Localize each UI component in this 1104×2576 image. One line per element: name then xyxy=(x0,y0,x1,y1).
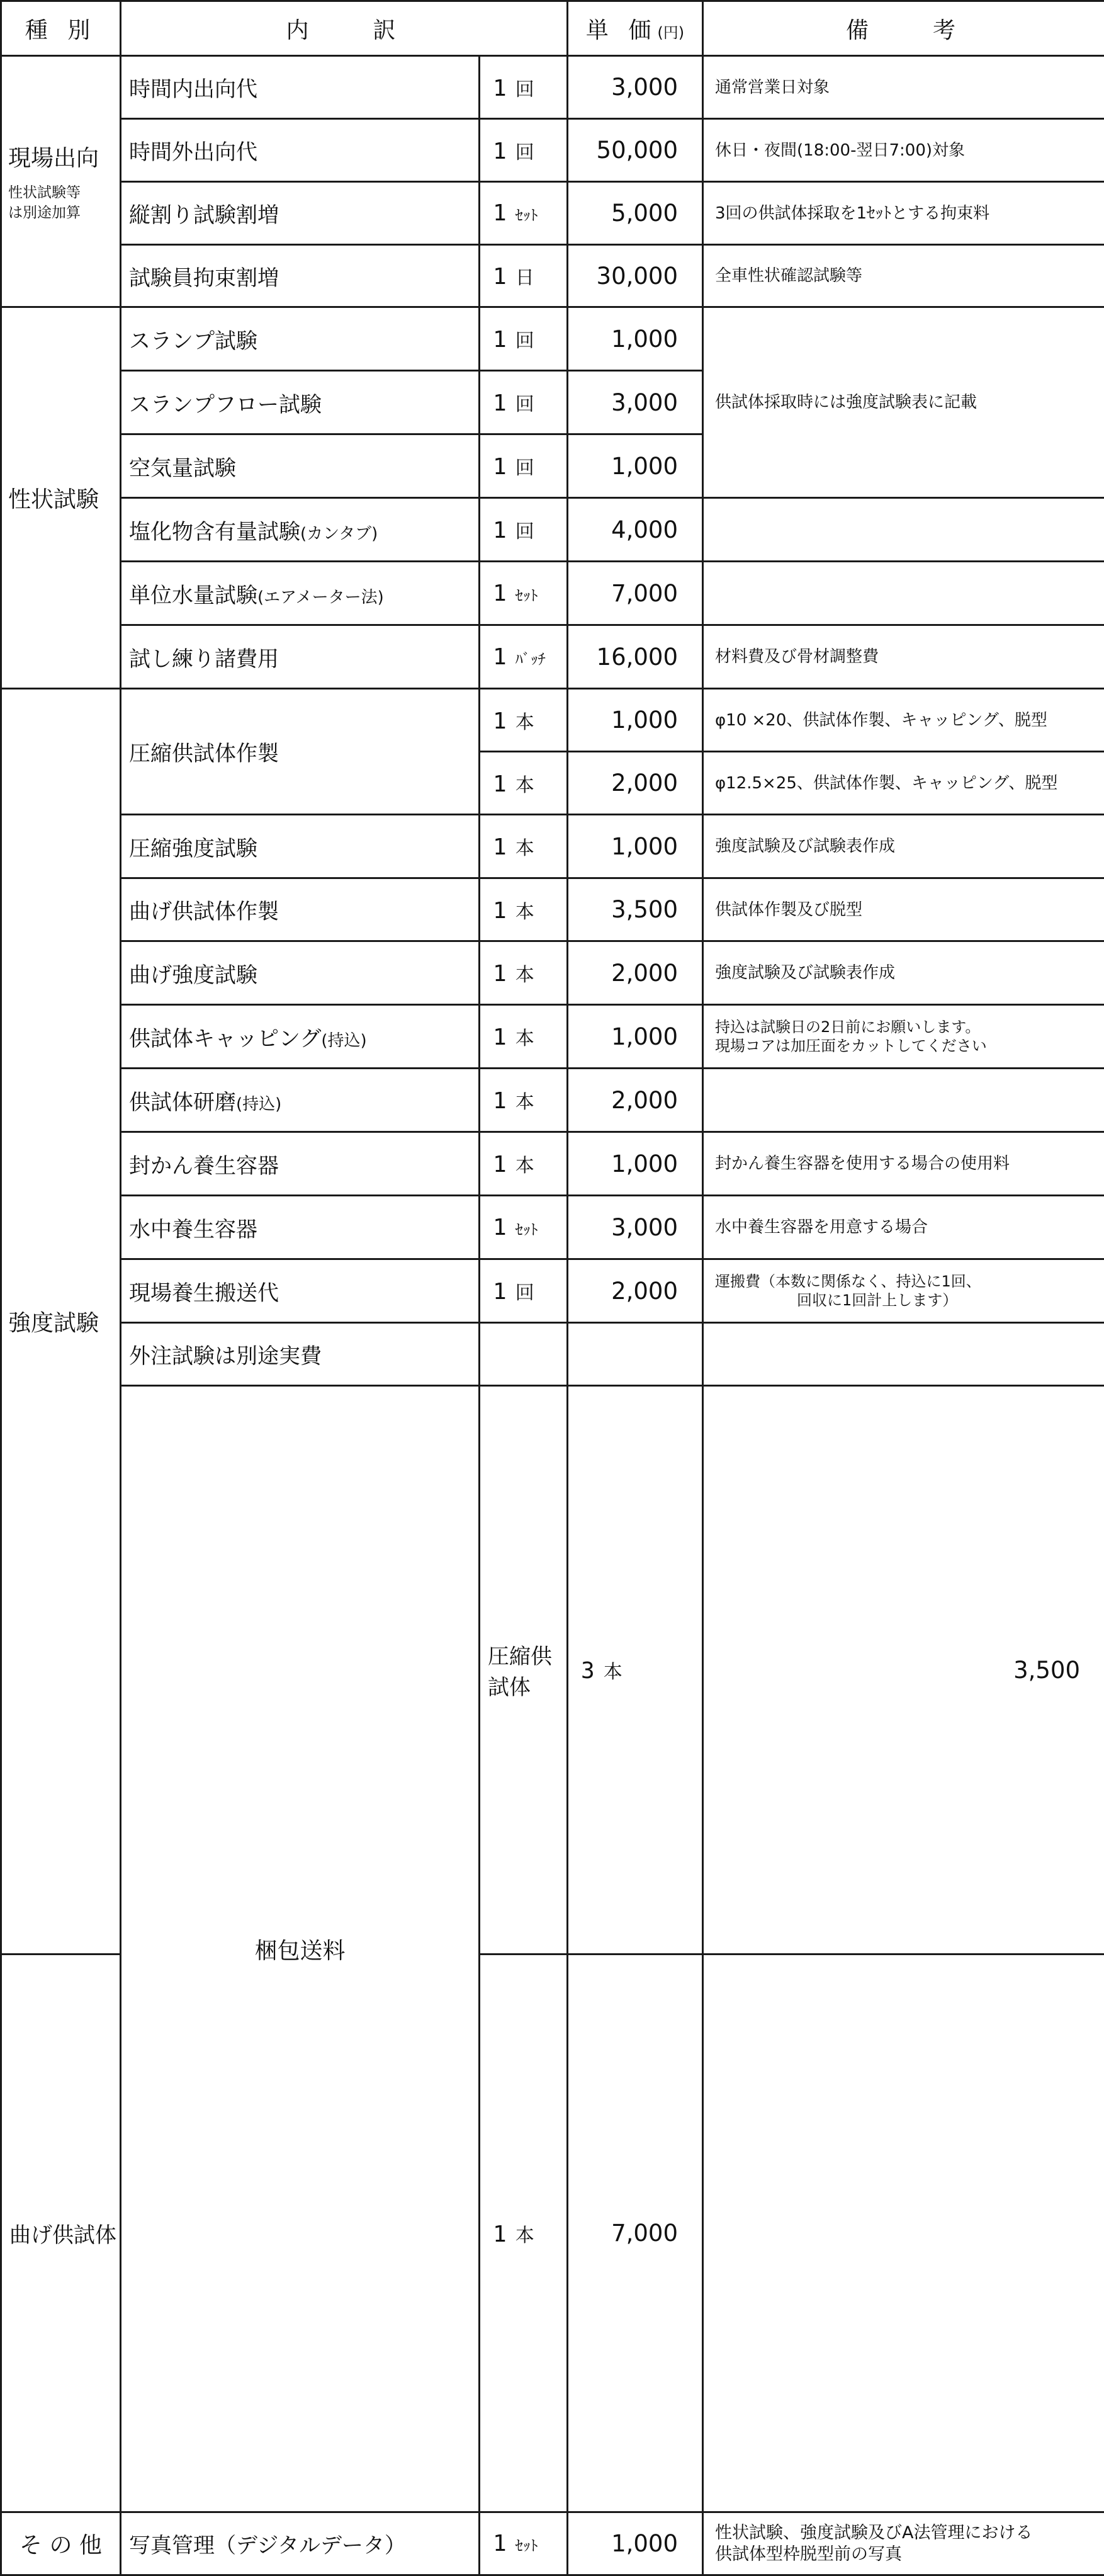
item-price: 1,000 xyxy=(568,434,703,498)
table-row xyxy=(1,1196,1104,1259)
item-name: 曲げ供試体 xyxy=(1,1955,121,2512)
table-row xyxy=(1,562,1104,625)
qty-unit: 回 xyxy=(515,79,534,101)
table-row xyxy=(1,878,1104,941)
item-name: 曲げ供試体作製 xyxy=(121,878,480,941)
item-quantity xyxy=(480,1069,568,1132)
qty-number: 1 xyxy=(493,771,507,797)
item-note: 供試体作製及び脱型 xyxy=(703,878,1104,941)
item-quantity xyxy=(480,625,568,689)
item-quantity xyxy=(480,56,568,119)
item-note: 強度試験及び試験表作成 xyxy=(703,941,1104,1005)
item-price: 1,000 xyxy=(568,307,703,371)
item-price: 3,500 xyxy=(703,1386,1104,1955)
merged-note: 供試体採取時には強度試験表に記載 xyxy=(703,307,1104,498)
item-price: 3,500 xyxy=(568,878,703,941)
item-name: 時間外出向代 xyxy=(121,119,480,182)
table-row xyxy=(1,245,1104,307)
item-note: φ10 ×20、供試体作製、キャッピング、脱型 xyxy=(703,689,1104,752)
table-row xyxy=(1,119,1104,182)
header-row xyxy=(1,1,1104,56)
table-row xyxy=(1,1132,1104,1196)
item-note-line-2: 回収に1回計上します） xyxy=(715,1291,1104,1310)
item-name: 写真管理（デジタルデータ） xyxy=(121,2512,480,2575)
qty-number: 1 xyxy=(493,898,507,924)
item-quantity xyxy=(568,1386,703,1955)
item-quantity xyxy=(480,307,568,371)
item-name-text: 単位水量試験 xyxy=(129,583,257,608)
item-price: 7,000 xyxy=(568,562,703,625)
qty-unit: 本 xyxy=(515,775,534,797)
item-note: 全車性状確認試験等 xyxy=(703,245,1104,307)
table-row xyxy=(1,2512,1104,2575)
table-row xyxy=(1,1259,1104,1323)
table-row xyxy=(1,625,1104,689)
item-note: φ12.5×25、供試体作製、キャッピング、脱型 xyxy=(703,752,1104,815)
qty-unit: 回 xyxy=(515,457,534,479)
item-note: 材料費及び骨材調整費 xyxy=(703,625,1104,689)
item-note xyxy=(703,1069,1104,1132)
qty-number: 1 xyxy=(493,961,507,987)
qty-number: 1 xyxy=(493,76,507,101)
item-name: 時間内出向代 xyxy=(121,56,480,119)
qty-unit: 回 xyxy=(515,330,534,352)
category-site-subnote-2: は別途加算 xyxy=(8,203,120,223)
qty-number: 1 xyxy=(493,644,507,670)
item-name-suffix: (持込) xyxy=(236,1095,281,1114)
category-other: そ の 他 xyxy=(1,2512,121,2575)
qty-unit: 回 xyxy=(515,521,534,543)
category-site-label: 現場出向 xyxy=(8,145,99,171)
item-note: 通常営業日対象 xyxy=(703,56,1104,119)
item-name: 外注試験は別途実費 xyxy=(121,1323,480,1386)
item-price: 1,000 xyxy=(568,689,703,752)
header-breakdown: 内 訳 xyxy=(121,1,568,56)
item-price: 2,000 xyxy=(568,1259,703,1323)
qty-unit: 回 xyxy=(515,394,534,416)
item-name-text: 供試体キャッピング xyxy=(129,1026,321,1052)
qty-number: 1 xyxy=(493,708,507,734)
qty-number: 1 xyxy=(493,2531,507,2556)
item-note xyxy=(703,2512,1104,2575)
item-quantity xyxy=(480,941,568,1005)
item-note xyxy=(703,498,1104,562)
qty-unit: 回 xyxy=(515,142,534,164)
qty-unit: ｾｯﾄ xyxy=(515,1221,538,1239)
category-site xyxy=(1,56,121,307)
qty-number: 1 xyxy=(493,327,507,353)
item-quantity xyxy=(480,1259,568,1323)
item-quantity xyxy=(480,562,568,625)
item-quantity xyxy=(480,752,568,815)
header-unit-price-suffix: (円) xyxy=(657,24,684,42)
item-price: 1,000 xyxy=(568,815,703,878)
category-site-subnote-1: 性状試験等 xyxy=(8,183,120,203)
item-name: 圧縮強度試験 xyxy=(121,815,480,878)
item-name: 曲げ強度試験 xyxy=(121,941,480,1005)
qty-unit: 本 xyxy=(515,712,534,734)
table-row xyxy=(1,498,1104,562)
item-price: 1,000 xyxy=(568,2512,703,2575)
item-name xyxy=(121,1005,480,1069)
qty-unit: 本 xyxy=(604,1661,622,1683)
qty-unit: 本 xyxy=(515,2225,534,2247)
item-price: 30,000 xyxy=(568,245,703,307)
item-name: 試験員拘束割増 xyxy=(121,245,480,307)
item-note: 水中養生容器を用意する場合 xyxy=(703,1196,1104,1259)
qty-number: 1 xyxy=(493,1024,507,1050)
header-unit-price xyxy=(568,1,703,56)
item-price: 2,000 xyxy=(568,941,703,1005)
item-quantity xyxy=(480,182,568,245)
item-note: 3回の供試体採取を1ｾｯﾄとする拘束料 xyxy=(703,182,1104,245)
item-quantity xyxy=(480,2512,568,2575)
item-quantity xyxy=(480,1005,568,1069)
item-name-text: 塩化物含有量試験 xyxy=(129,519,300,545)
qty-number: 1 xyxy=(493,2221,507,2247)
qty-number: 1 xyxy=(493,581,507,606)
item-note-line-2: 現場コアは加圧面をカットしてください xyxy=(715,1036,1104,1055)
item-note-line-1: 持込は試験日の2日前にお願いします。 xyxy=(715,1018,1104,1036)
qty-number: 1 xyxy=(493,264,507,290)
item-price: 1,000 xyxy=(568,1005,703,1069)
qty-number: 1 xyxy=(493,834,507,860)
item-price: 4,000 xyxy=(568,498,703,562)
qty-unit: 本 xyxy=(515,837,534,860)
item-price: 16,000 xyxy=(568,625,703,689)
qty-number: 1 xyxy=(493,518,507,543)
item-quantity xyxy=(480,878,568,941)
item-price: 2,000 xyxy=(568,752,703,815)
qty-unit: ｾｯﾄ xyxy=(515,207,538,224)
item-note: 強度試験及び試験表作成 xyxy=(703,815,1104,878)
item-note-line-1: 運搬費（本数に関係なく、持込に1回、 xyxy=(715,1272,1104,1291)
item-price: 2,000 xyxy=(568,1069,703,1132)
item-quantity xyxy=(480,434,568,498)
item-price: 3,000 xyxy=(568,371,703,434)
qty-number: 3 xyxy=(581,1658,595,1684)
item-price xyxy=(568,1323,703,1386)
item-name-suffix: (持込) xyxy=(321,1031,366,1050)
item-price: 5,000 xyxy=(568,182,703,245)
header-unit-price-label: 単 価 xyxy=(586,18,657,43)
qty-unit: ｾｯﾄ xyxy=(515,587,538,604)
qty-number: 1 xyxy=(493,139,507,164)
item-price: 50,000 xyxy=(568,119,703,182)
qty-unit: 本 xyxy=(515,1155,534,1177)
item-note xyxy=(703,1005,1104,1069)
qty-unit: 本 xyxy=(515,964,534,986)
item-quantity xyxy=(480,119,568,182)
item-name: 空気量試験 xyxy=(121,434,480,498)
item-note: 封かん養生容器を使用する場合の使用料 xyxy=(703,1132,1104,1196)
item-quantity xyxy=(480,1323,568,1386)
item-note xyxy=(703,1259,1104,1323)
qty-number: 1 xyxy=(493,390,507,416)
category-packing: 梱包送料 xyxy=(121,1386,480,2512)
table-row xyxy=(1,1323,1104,1386)
item-name: スランプ試験 xyxy=(121,307,480,371)
item-name xyxy=(121,1069,480,1132)
item-quantity xyxy=(480,689,568,752)
table-row xyxy=(1,941,1104,1005)
item-price: 7,000 xyxy=(568,1955,703,2512)
item-price: 3,000 xyxy=(568,56,703,119)
category-property: 性状試験 xyxy=(1,307,121,689)
table-row xyxy=(1,1069,1104,1132)
qty-unit: 日 xyxy=(515,267,534,289)
item-note-line-1: 性状試験、強度試験及びA法管理における xyxy=(715,2522,1104,2544)
qty-number: 1 xyxy=(493,200,507,226)
item-name: 水中養生容器 xyxy=(121,1196,480,1259)
item-note-line-2: 供試体型枠脱型前の写真 xyxy=(715,2544,1104,2565)
item-name: 封かん養生容器 xyxy=(121,1132,480,1196)
item-note xyxy=(703,1323,1104,1386)
qty-number: 1 xyxy=(493,454,507,480)
table-row xyxy=(1,815,1104,878)
category-strength: 強度試験 xyxy=(1,689,121,1955)
table-row xyxy=(1,56,1104,119)
header-category: 種 別 xyxy=(1,1,121,56)
qty-number: 1 xyxy=(493,1279,507,1305)
item-name: 現場養生搬送代 xyxy=(121,1259,480,1323)
qty-number: 1 xyxy=(493,1215,507,1240)
item-quantity xyxy=(480,498,568,562)
item-quantity xyxy=(480,1196,568,1259)
item-name: 圧縮供試体作製 xyxy=(121,689,480,815)
item-price: 3,000 xyxy=(568,1196,703,1259)
item-name: 試し練り諸費用 xyxy=(121,625,480,689)
table-row xyxy=(1,182,1104,245)
item-name xyxy=(121,498,480,562)
item-name: スランプフロー試験 xyxy=(121,371,480,434)
table-row xyxy=(1,1386,1104,1955)
item-price: 1,000 xyxy=(568,1132,703,1196)
qty-unit: 回 xyxy=(515,1282,534,1304)
item-quantity xyxy=(480,245,568,307)
item-name-suffix: (エアメーター法) xyxy=(257,588,384,607)
qty-unit: 本 xyxy=(515,901,534,923)
item-name-suffix: (カンタブ) xyxy=(300,525,378,543)
qty-unit: ﾊﾞｯﾁ xyxy=(515,650,546,668)
item-name: 圧縮供試体 xyxy=(480,1386,568,1955)
qty-number: 1 xyxy=(493,1152,507,1177)
qty-number: 1 xyxy=(493,1088,507,1114)
item-quantity xyxy=(480,371,568,434)
table-row xyxy=(1,1005,1104,1069)
item-name: 縦割り試験割増 xyxy=(121,182,480,245)
item-quantity xyxy=(480,815,568,878)
qty-unit: 本 xyxy=(515,1091,534,1113)
table-row xyxy=(1,689,1104,752)
item-name xyxy=(121,562,480,625)
item-quantity xyxy=(480,1955,568,2512)
header-remarks: 備 考 xyxy=(703,1,1104,56)
qty-unit: ｾｯﾄ xyxy=(515,2537,538,2555)
table-row xyxy=(1,307,1104,371)
item-note xyxy=(703,562,1104,625)
item-name-text: 供試体研磨 xyxy=(129,1090,236,1115)
item-note: 休日・夜間(18:00-翌日7:00)対象 xyxy=(703,119,1104,182)
qty-unit: 本 xyxy=(515,1028,534,1050)
item-quantity xyxy=(480,1132,568,1196)
